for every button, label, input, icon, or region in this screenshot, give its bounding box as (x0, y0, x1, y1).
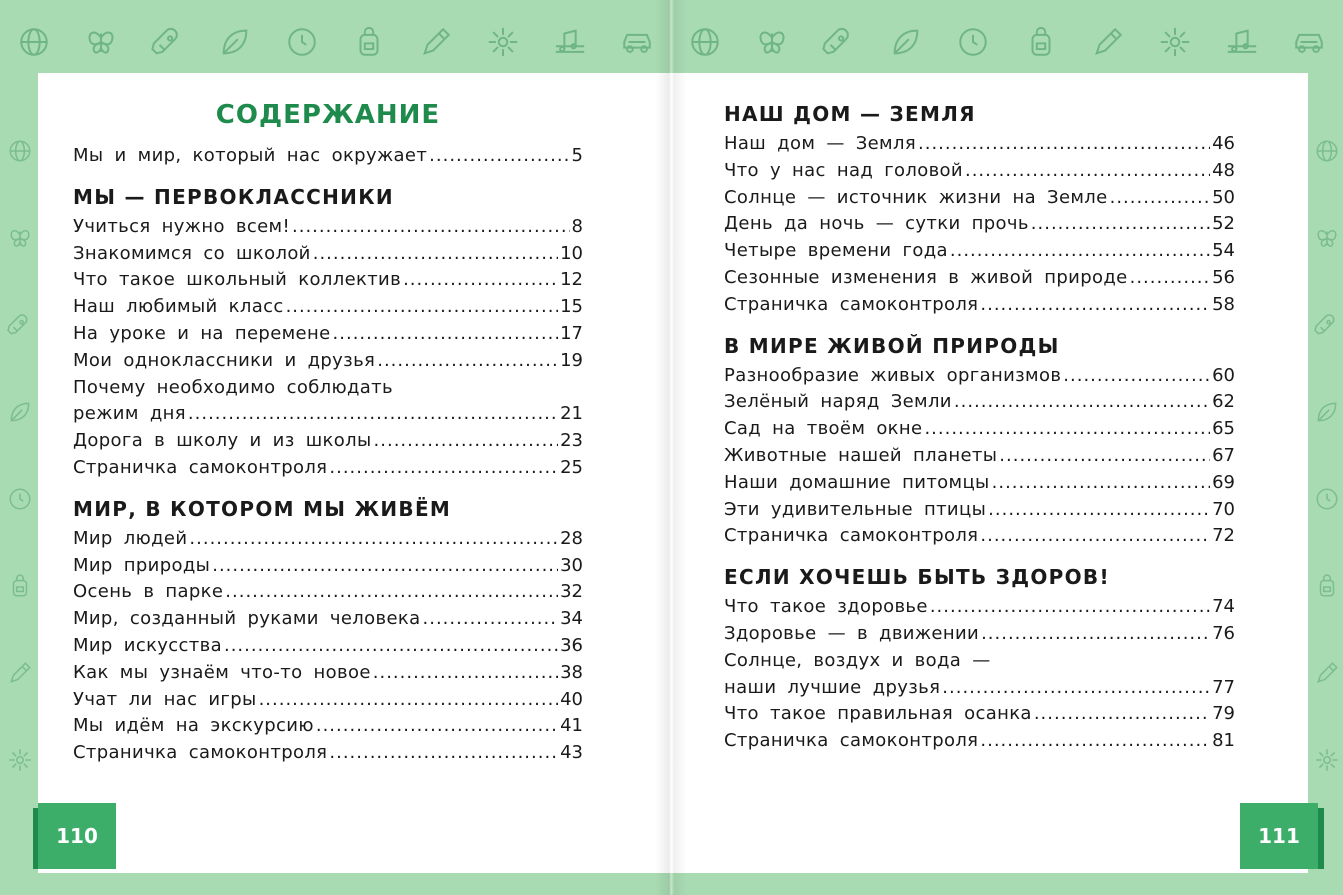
car-icon (620, 25, 654, 63)
section-heading: МЫ — ПЕРВОКЛАССНИКИ (73, 184, 394, 209)
leader-dots (918, 131, 1210, 158)
entry-page: 70 (1212, 498, 1235, 520)
toc-entry[interactable] (724, 701, 1235, 728)
entry-title: Учат ли нас игры (73, 688, 257, 710)
leader-dots (954, 389, 1210, 416)
clock-icon (1314, 486, 1340, 516)
toc-entry[interactable] (724, 211, 1235, 238)
leader-dots (1031, 211, 1210, 238)
backpack-icon (352, 25, 386, 63)
toc-entry[interactable] (73, 455, 583, 482)
leader-dots (980, 728, 1210, 755)
clock-icon (7, 486, 33, 516)
entry-title: Что такое здоровье (724, 596, 928, 618)
entry-title: Страничка самоконтроля (724, 525, 979, 547)
leader-dots (1034, 701, 1210, 728)
toc-sections-left (73, 180, 583, 767)
entry-title: Животные нашей планеты (724, 444, 998, 466)
section-heading: В МИРЕ ЖИВОЙ ПРИРОДЫ (724, 333, 1060, 358)
toc-entry[interactable] (724, 238, 1235, 265)
entry-page: 54 (1212, 240, 1235, 262)
leader-dots (313, 241, 558, 268)
toc-entry[interactable] (724, 594, 1235, 621)
entry-page: 21 (560, 403, 583, 425)
folio-tab (1318, 808, 1324, 869)
entry-page: 32 (560, 581, 583, 603)
pen-icon (419, 25, 453, 63)
entry-page: 72 (1212, 525, 1235, 547)
toc-entry-intro[interactable] (73, 143, 583, 170)
music-notes-icon (553, 25, 587, 63)
entry-page: 40 (560, 688, 583, 710)
leader-dots (374, 428, 559, 455)
toc-entry[interactable] (73, 740, 583, 767)
entry-page: 69 (1212, 471, 1235, 493)
entry-page: 17 (560, 322, 583, 344)
entry-title: Страничка самоконтроля (724, 730, 979, 752)
entry-title: Что такое правильная осанка (724, 703, 1032, 725)
entry-page: 56 (1212, 266, 1235, 288)
sun-icon (7, 747, 33, 777)
entry-page: 62 (1212, 391, 1235, 413)
toc-entry[interactable] (73, 713, 583, 740)
entry-title: Наш любимый класс (73, 296, 284, 318)
entry-page: 81 (1212, 730, 1235, 752)
leader-dots (999, 443, 1210, 470)
toc-entry[interactable] (73, 526, 583, 553)
leader-dots (988, 497, 1210, 524)
entry-title: Осень в парке (73, 581, 224, 603)
leader-dots (965, 158, 1210, 185)
globe-icon (7, 138, 33, 168)
entry-title: Четыре времени года (724, 240, 948, 262)
sun-icon (486, 25, 520, 63)
toc-entry[interactable] (73, 579, 583, 606)
pen-icon (7, 660, 33, 690)
toc-entry[interactable] (73, 214, 583, 241)
entry-title: Как мы узнаём что-то новое (73, 661, 371, 683)
section-heading: МИР, В КОТОРОМ МЫ ЖИВЁМ (73, 496, 452, 521)
leaf-icon (1314, 399, 1340, 429)
entry-title: наши лучшие друзья (724, 676, 941, 698)
toc-entry[interactable] (724, 158, 1235, 185)
entry-title: Мы идём на экскурсию (73, 715, 314, 737)
toc-entry[interactable] (73, 660, 583, 687)
pen-icon (1091, 25, 1125, 63)
clock-icon (285, 25, 319, 63)
toc-title: СОДЕРЖАНИЕ (215, 100, 441, 130)
butterfly-icon (1314, 225, 1340, 255)
globe-icon (1314, 138, 1340, 168)
leaf-icon (889, 25, 923, 63)
leader-dots (212, 553, 558, 580)
leader-dots (329, 740, 558, 767)
entry-title: Учиться нужно всем! (73, 215, 291, 237)
leader-dots (980, 523, 1210, 550)
entry-title: Сезонные изменения в живой природе (724, 266, 1128, 288)
toc-entry[interactable] (724, 470, 1235, 497)
toc-column-left (73, 97, 583, 767)
toc-entry[interactable] (724, 265, 1235, 292)
rocket-icon (822, 25, 856, 63)
leader-dots (992, 470, 1210, 497)
rocket-icon (1314, 312, 1340, 342)
leader-dots (329, 455, 558, 482)
right-page (671, 0, 1343, 895)
leader-dots (225, 579, 558, 606)
entry-title: Наши домашние питомцы (724, 471, 990, 493)
leader-dots (950, 238, 1210, 265)
leader-dots (333, 321, 559, 348)
car-icon (1292, 25, 1326, 63)
toc-entry[interactable] (73, 241, 583, 268)
entry-title: Страничка самоконтроля (73, 456, 328, 478)
entry-page: 46 (1212, 133, 1235, 154)
leader-dots (981, 621, 1210, 648)
entry-page: 34 (560, 608, 583, 630)
toc-entry[interactable] (73, 375, 583, 402)
rocket-icon (7, 312, 33, 342)
entry-page: 28 (560, 527, 583, 549)
toc-entry[interactable] (724, 389, 1235, 416)
left-page (0, 0, 671, 895)
entry-page: 67 (1212, 444, 1235, 466)
toc-entry[interactable] (73, 428, 583, 455)
entry-title: Страничка самоконтроля (724, 293, 979, 315)
sun-icon (1314, 747, 1340, 777)
entry-page: 5 (571, 145, 583, 166)
page-number: 111 (1240, 803, 1318, 869)
leader-dots (316, 713, 558, 740)
leader-dots (373, 660, 558, 687)
entry-title: Наш дом — Земля (724, 133, 917, 154)
entry-title: Зелёный наряд Земли (724, 391, 952, 413)
entry-page: 25 (560, 456, 583, 478)
leader-dots (980, 292, 1210, 319)
leader-dots (292, 214, 570, 241)
toc-entry[interactable] (73, 633, 583, 660)
backpack-icon (1314, 573, 1340, 603)
leaf-icon (218, 25, 252, 63)
globe-icon (17, 25, 51, 63)
toc-entry[interactable] (73, 553, 583, 580)
backpack-icon (7, 573, 33, 603)
entry-title: Дорога в школу и из школы (73, 430, 372, 452)
entry-title: Мы и мир, который нас окружает (73, 145, 428, 166)
entry-page: 77 (1212, 676, 1235, 698)
section-heading: НАШ ДОМ — ЗЕМЛЯ (724, 102, 976, 126)
entry-page: 50 (1212, 186, 1235, 208)
toc-entry[interactable] (724, 131, 1235, 158)
entry-title: Мир искусства (73, 634, 222, 656)
entry-title: Что такое школьный коллектив (73, 269, 402, 291)
sun-icon (1158, 25, 1192, 63)
toc-entry[interactable] (724, 675, 1235, 702)
entry-title: Разнообразие живых организмов (724, 364, 1062, 386)
entry-title: Эти удивительные птицы (724, 498, 987, 520)
leader-dots (1063, 363, 1210, 390)
entry-title: режим дня (73, 403, 186, 425)
leader-dots (423, 606, 559, 633)
entry-page: 52 (1212, 213, 1235, 235)
globe-icon (688, 25, 722, 63)
toc-column-right (724, 97, 1235, 755)
entry-title: Солнце — источник жизни на Земле (724, 186, 1108, 208)
entry-page: 36 (560, 634, 583, 656)
toc-entry[interactable] (73, 606, 583, 633)
leader-dots (224, 633, 558, 660)
toc-entry[interactable] (73, 294, 583, 321)
entry-page: 48 (1212, 159, 1235, 181)
leader-dots (403, 267, 558, 294)
entry-title: Солнце, воздух и вода — (724, 649, 991, 671)
backpack-icon (1024, 25, 1058, 63)
toc-entry[interactable] (724, 292, 1235, 319)
toc-entry[interactable] (73, 267, 583, 294)
leader-dots (930, 594, 1210, 621)
entry-page: 38 (560, 661, 583, 683)
entry-page: 30 (560, 554, 583, 576)
toc-entry[interactable] (724, 621, 1235, 648)
butterfly-icon (755, 25, 789, 63)
leader-dots (188, 401, 558, 428)
section-heading: ЕСЛИ ХОЧЕШЬ БЫТЬ ЗДОРОВ! (724, 565, 1110, 590)
leader-dots (942, 675, 1210, 702)
entry-title: Страничка самоконтроля (73, 742, 328, 764)
toc-entry[interactable] (724, 497, 1235, 524)
toc-entry[interactable] (73, 687, 583, 714)
entry-page: 41 (560, 715, 583, 737)
clock-icon (956, 25, 990, 63)
entry-title: Здоровье — в движении (724, 622, 980, 644)
toc-sections-right (724, 97, 1235, 755)
top-ornament-strip (671, 20, 1343, 68)
pen-icon (1314, 660, 1340, 690)
entry-title: Почему необходимо соблюдать (73, 376, 393, 398)
rocket-icon (151, 25, 185, 63)
leader-dots (924, 416, 1210, 443)
toc-entry[interactable] (724, 443, 1235, 470)
entry-page: 58 (1212, 293, 1235, 315)
entry-page: 65 (1212, 418, 1235, 440)
toc-entry[interactable] (724, 523, 1235, 550)
entry-page: 74 (1212, 596, 1235, 618)
leader-dots (377, 348, 558, 375)
page-sheet (38, 73, 671, 873)
leader-dots (1130, 265, 1211, 292)
side-ornament-strip (4, 110, 36, 805)
entry-page: 12 (560, 269, 583, 291)
toc-entry[interactable] (73, 401, 583, 428)
entry-page: 8 (571, 215, 583, 237)
page-number: 110 (38, 803, 116, 869)
top-ornament-strip (0, 20, 671, 68)
entry-page: 43 (560, 742, 583, 764)
butterfly-icon (7, 225, 33, 255)
toc-entry[interactable] (73, 348, 583, 375)
leader-dots (1110, 185, 1211, 212)
entry-title: Мир, созданный руками человека (73, 608, 421, 630)
entry-page: 15 (560, 296, 583, 318)
leader-dots (189, 526, 558, 553)
music-notes-icon (1225, 25, 1259, 63)
entry-title: Мир природы (73, 554, 211, 576)
entry-page: 60 (1212, 364, 1235, 386)
entry-title: Мир людей (73, 527, 188, 549)
toc-entry[interactable] (73, 321, 583, 348)
entry-title: На уроке и на перемене (73, 322, 331, 344)
leader-dots (259, 687, 559, 714)
page-sheet (671, 73, 1308, 873)
entry-page: 79 (1212, 703, 1235, 725)
entry-page: 76 (1212, 622, 1235, 644)
entry-page: 19 (560, 349, 583, 371)
entry-title: Знакомимся со школой (73, 242, 311, 264)
entry-title: Мои одноклассники и друзья (73, 349, 376, 371)
leader-dots (286, 294, 559, 321)
toc-entry[interactable] (724, 416, 1235, 443)
leaf-icon (7, 399, 33, 429)
entry-title: Сад на твоём окне (724, 418, 923, 440)
toc-entry[interactable] (724, 363, 1235, 390)
butterfly-icon (84, 25, 118, 63)
entry-title: Что у нас над головой (724, 159, 963, 181)
toc-entry[interactable] (724, 648, 1235, 675)
toc-entry[interactable] (724, 728, 1235, 755)
side-ornament-strip (1311, 110, 1343, 805)
entry-page: 10 (560, 242, 583, 264)
leader-dots (429, 143, 569, 170)
toc-entry[interactable] (724, 185, 1235, 212)
entry-title: День да ночь — сутки прочь (724, 213, 1029, 235)
entry-page: 23 (560, 430, 583, 452)
